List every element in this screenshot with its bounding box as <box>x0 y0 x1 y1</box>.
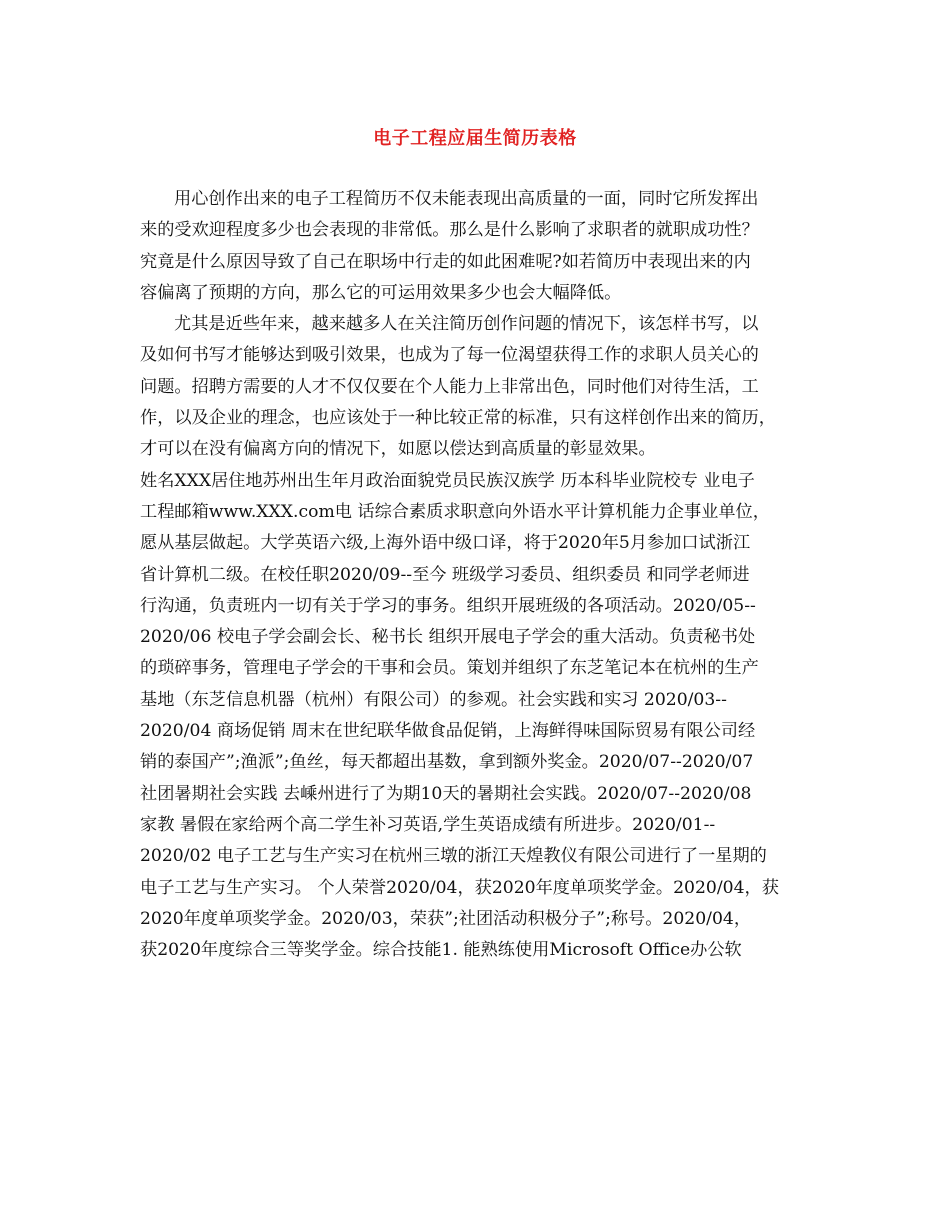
resume-line-13: 2020/02 电子工艺与生产实习在杭州三墩的浙江天煌教仪有限公司进行了一星期的 <box>140 846 767 867</box>
paragraph-1-line-3: 究竟是什么原因导致了自己在职场中行走的如此困难呢?如若简历中表现出来的内 <box>140 251 751 272</box>
paragraph-1-line-4: 容偏离了预期的方向，那么它的可运用效果多少也会大幅降低。 <box>140 282 622 303</box>
resume-line-4: 省计算机二级。在校任职2020/09--至今 班级学习委员、组织委员 和同学老师进 <box>140 564 750 585</box>
paragraph-2-line-3: 问题。招聘方需要的人才不仅仅要在个人能力上非常出色，同时他们对待生活，工 <box>140 376 759 397</box>
paragraph-1-line-2: 来的受欢迎程度多少也会表现的非常低。那么是什么影响了求职者的就职成功性？ <box>140 220 759 241</box>
resume-line-3: 愿从基层做起。大学英语六级,上海外语中级口译，将于2020年5月参加口试浙江 <box>140 533 751 554</box>
resume-line-1: 姓名XXX居住地苏州出生年月政治面貌党员民族汉族学 历本科毕业院校专 业电子 <box>140 470 755 491</box>
paragraph-2-line-1: 尤其是近些年来，越来越多人在关注简历创作问题的情况下，该怎样书写，以 <box>174 314 759 335</box>
paragraph-2-line-4: 作，以及企业的理念，也应该处于一种比较正常的标准，只有这样创作出来的简历， <box>140 408 776 429</box>
resume-line-5: 行沟通，负责班内一切有关于学习的事务。组织开展班级的各项活动。2020/05-- <box>140 595 756 616</box>
resume-line-6: 2020/06 校电子学会副会长、秘书长 组织开展电子学会的重大活动。负责秘书处 <box>140 627 756 648</box>
paragraph-2-line-2: 及如何书写才能够达到吸引效果，也成为了每一位渴望获得工作的求职人员关心的 <box>140 345 759 366</box>
resume-line-14: 电子工艺与生产实习。 个人荣誉2020/04，获2020年度单项奖学金。2020/04，获 <box>140 877 779 898</box>
resume-line-11: 社团暑期社会实践 去嵊州进行了为期10天的暑期社会实践。2020/07--2020/08 <box>140 783 752 804</box>
resume-line-7: 的琐碎事务，管理电子学会的干事和会员。策划并组织了东芝笔记本在杭州的生产 <box>140 658 759 679</box>
paragraph-2-line-5: 才可以在没有偏离方向的情况下，如愿以偿达到高质量的彰显效果。 <box>140 439 656 460</box>
resume-line-9: 2020/04 商场促销 周末在世纪联华做食品促销，上海鲜得味国际贸易有限公司经 <box>140 721 756 742</box>
document-title: 电子工程应届生简历表格 <box>373 128 577 149</box>
resume-line-8: 基地（东芝信息机器（杭州）有限公司）的参观。社会实践和实习 2020/03-- <box>140 689 727 710</box>
resume-line-12: 家教 暑假在家给两个高二学生补习英语,学生英语成绩有所进步。2020/01-- <box>140 814 716 835</box>
resume-line-15: 2020年度单项奖学金。2020/03，荣获”;社团活动积极分子”;称号。2020/04， <box>140 908 752 929</box>
resume-line-16: 获2020年度综合三等奖学金。综合技能1. 能熟练使用Microsoft Office办公软 <box>140 940 742 961</box>
paragraph-1-line-1: 用心创作出来的电子工程简历不仅未能表现出高质量的一面，同时它所发挥出 <box>174 189 759 209</box>
resume-line-2: 工程邮箱www.XXX.com电 话综合素质求职意向外语水平计算机能力企事业单位， <box>140 501 770 522</box>
resume-line-10: 销的泰国产”;渔派”;鱼丝，每天都超出基数，拿到额外奖金。2020/07--2020/07 <box>140 752 754 773</box>
document-body <box>140 184 812 966</box>
